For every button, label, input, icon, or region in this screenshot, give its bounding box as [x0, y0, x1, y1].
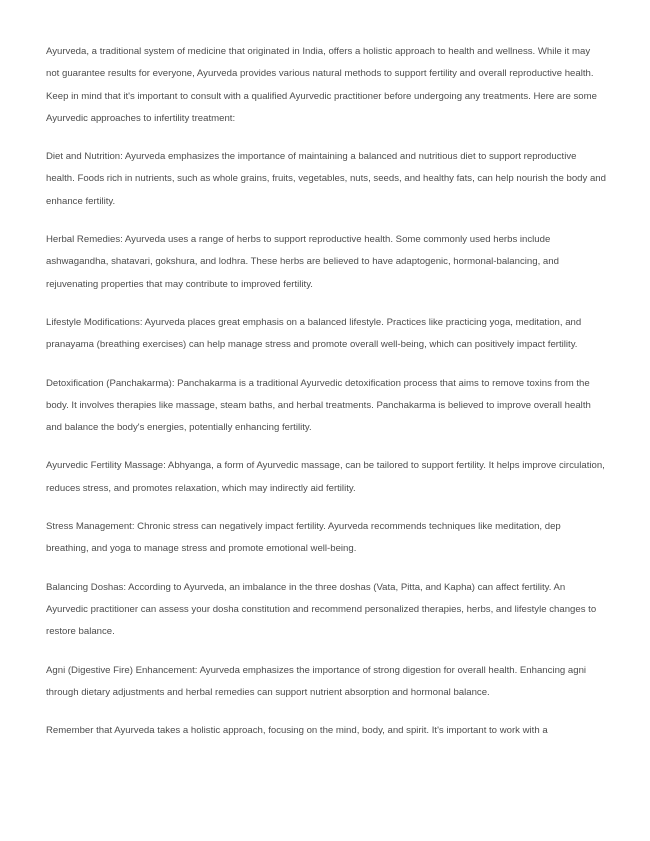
closing-paragraph: Remember that Ayurveda takes a holistic approach, focusing on the mind, body, and spirit. It's important to work with a — [46, 725, 548, 737]
stress-management-paragraph: Stress Management: Chronic stress can negatively impact fertility. Ayurveda recommends techniques like meditation, dep breathing, and yoga to manage stress and promote emotional well-being. — [46, 521, 561, 555]
document-body — [46, 41, 606, 742]
fertility-massage-paragraph: Ayurvedic Fertility Massage: Abhyanga, a form of Ayurvedic massage, can be tailored to support fertility. It helps improve circulation, reduces stress, and promotes relaxation, which may indirectly aid fertility. — [46, 460, 605, 494]
balancing-doshas-paragraph: Balancing Doshas: According to Ayurveda, an imbalance in the three doshas (Vata, Pitta, and Kapha) can affect fertility. An Ayurvedic practitioner can assess your dosha constitution and recommend personalized therapies, herbs, and lifestyle changes to restore balance. — [46, 581, 597, 638]
herbal-remedies-paragraph: Herbal Remedies: Ayurveda uses a range of herbs to support reproductive health. Some commonly used herbs include ashwagandha, shatavari, gokshura, and lodhra. These herbs are believed to have adaptogenic, hormonal-balancing, and rejuvenating properties that may contribute to improved fertility. — [46, 234, 559, 290]
lifestyle-modifications-paragraph: Lifestyle Modifications: Ayurveda places great emphasis on a balanced lifestyle. Practices like practicing yoga, meditation, and pranayama (breathing exercises) can help manage stress and promote overall well-being, which can positively impact fertility. — [46, 316, 582, 351]
detoxification-paragraph: Detoxification (Panchakarma): Panchakarma is a traditional Ayurvedic detoxification process that aims to remove toxins from the body. It involves therapies like massage, steam baths, and herbal treatments. Panchakarma is believed to improve overall health and balance the body's energies, potentially enhancing fertility. — [46, 377, 591, 434]
diet-nutrition-paragraph: Diet and Nutrition: Ayurveda emphasizes the importance of maintaining a balanced and nutritious diet to support reproductive health. Foods rich in nutrients, such as whole grains, fruits, vegetables, nuts, seeds, and healthy fats, can help nourish the body and enhance fertility. — [46, 151, 606, 207]
intro-paragraph: Ayurveda, a traditional system of medicine that originated in India, offers a holistic approach to health and wellness. While it may not guarantee results for everyone, Ayurveda provides various natural methods to support fertility and overall reproductive health. Keep in mind that it's important to consult with a qualified Ayurvedic practitioner before undergoing any treatments. Here are some Ayurvedic approaches to infertility treatment: — [46, 46, 597, 124]
agni-enhancement-paragraph: Agni (Digestive Fire) Enhancement: Ayurveda emphasizes the importance of strong digestion for overall health. Enhancing agni through dietary adjustments and herbal remedies can support nutrient absorption and hormonal balance. — [46, 664, 587, 698]
